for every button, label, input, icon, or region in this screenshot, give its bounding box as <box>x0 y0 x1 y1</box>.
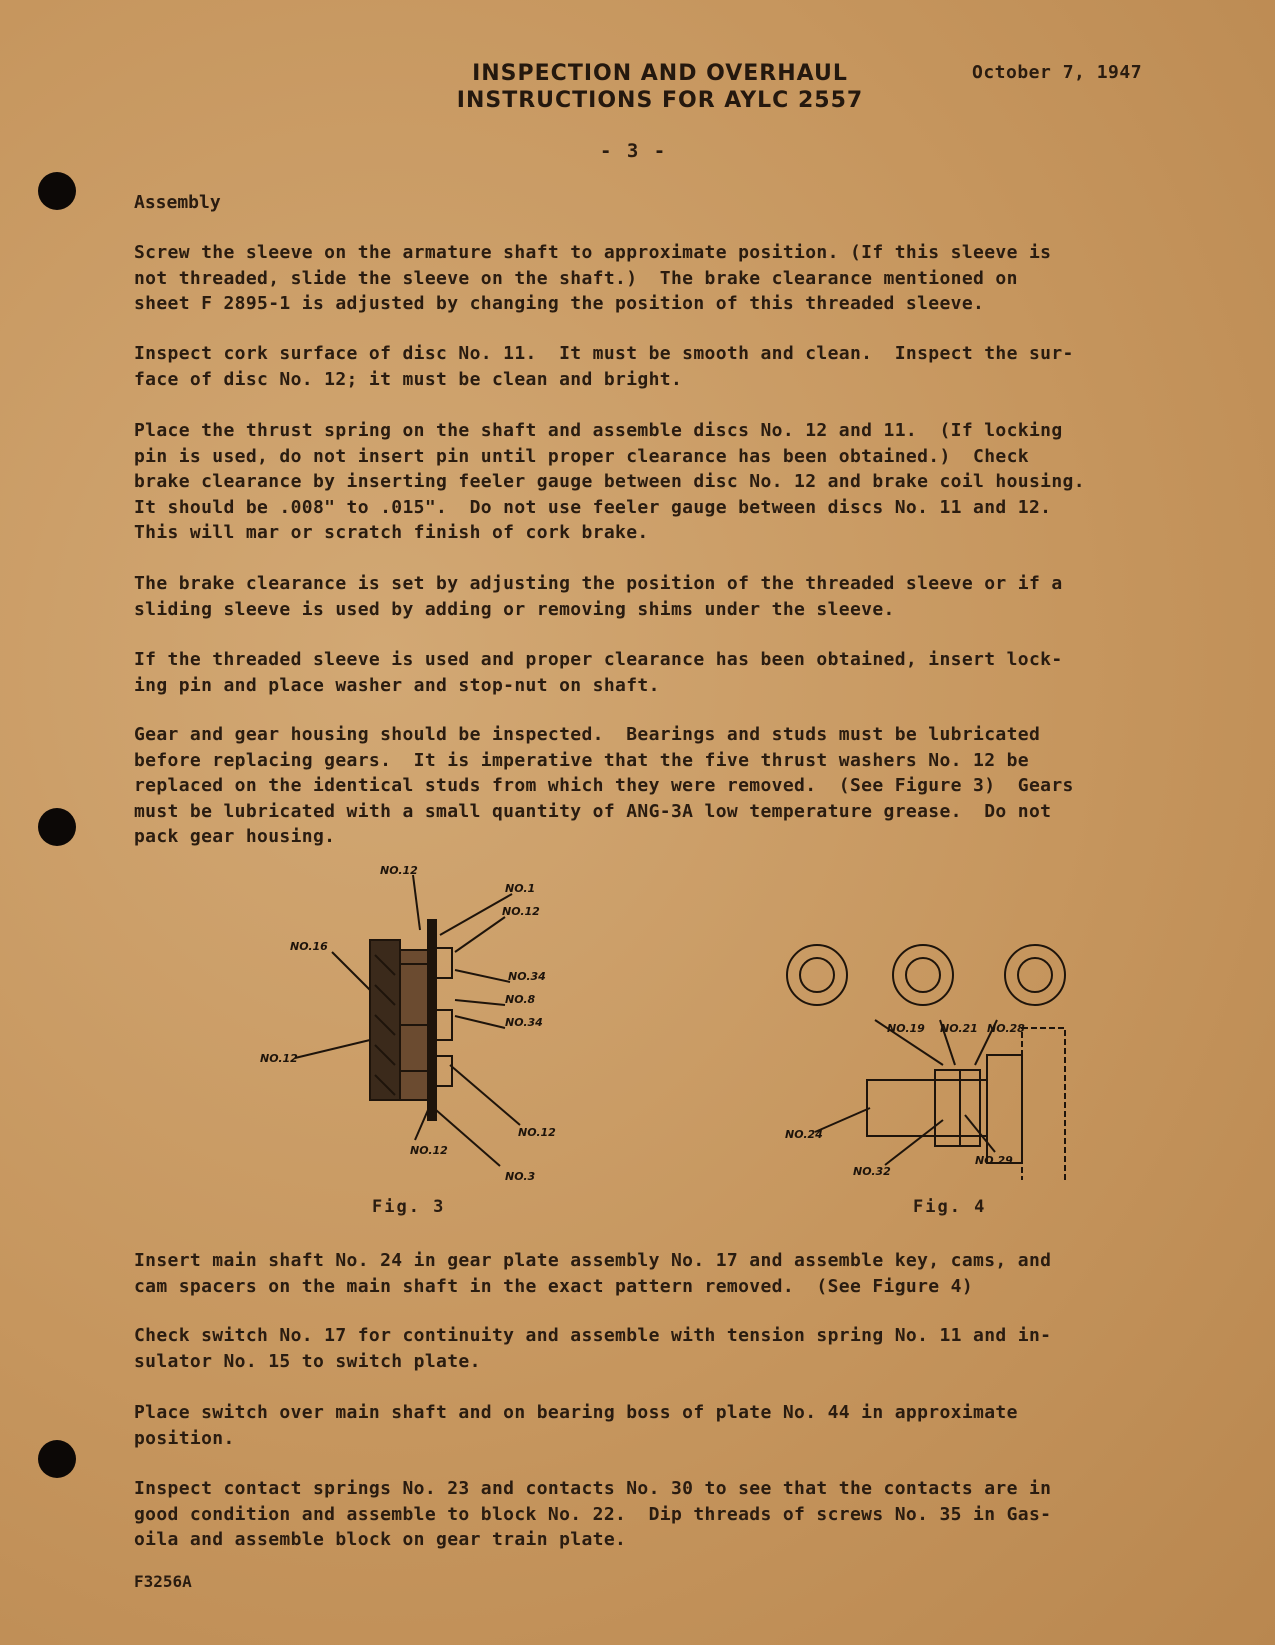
fig3-label: NO.12 <box>380 864 418 877</box>
text-line: not threaded, slide the sleeve on the shaft.) The brake clearance mentioned on <box>134 267 1018 289</box>
paragraph-thrust-spring <box>134 418 1194 546</box>
text-line: Insert main shaft No. 24 in gear plate assembly No. 17 and assemble key, cams, and <box>134 1250 1052 1271</box>
fig3-label: NO.3 <box>505 1170 536 1183</box>
text-line: oila and assemble block on gear train plate. <box>134 1529 627 1550</box>
text-line: face of disc No. 12; it must be clean and bright. <box>134 368 683 390</box>
figure-3-diagram <box>250 860 570 1190</box>
fig4-label: NO.29 <box>975 1154 1013 1167</box>
text-line: Place switch over main shaft and on bearing boss of plate No. 44 in approximate <box>134 1402 1018 1423</box>
text-line: good condition and assemble to block No. 22. Dip threads of screws No. 35 in Gas- <box>134 1503 1052 1525</box>
text-line: cam spacers on the main shaft in the exact pattern removed. (See Figure 4) <box>134 1275 974 1297</box>
text-line: Screw the sleeve on the armature shaft to approximate position. (If this sleeve is <box>134 242 1052 263</box>
fig3-label: NO.12 <box>518 1126 556 1139</box>
fig3-label: NO.12 <box>502 905 540 918</box>
fig3-label: NO.12 <box>260 1052 298 1065</box>
text-line: replaced on the identical studs from which they were removed. (See Figure 3) Gears <box>134 775 1074 796</box>
binder-hole-bottom <box>38 1440 76 1478</box>
section-heading: Assembly <box>134 192 221 213</box>
paragraph-contact-springs <box>134 1476 1194 1553</box>
fig3-label: NO.1 <box>505 882 536 895</box>
text-line: brake clearance by inserting feeler gauge between disc No. 12 and brake coil housing. <box>134 471 1085 492</box>
fig3-label: NO.12 <box>410 1144 448 1157</box>
text-line: If the threaded sleeve is used and proper clearance has been obtained, insert lock- <box>134 649 1063 670</box>
page-number: - 3 - <box>600 140 668 162</box>
text-line: ing pin and place washer and stop-nut on shaft. <box>134 674 660 696</box>
fig3-label: NO.8 <box>505 993 536 1006</box>
figure-4-diagram <box>775 920 1075 1180</box>
paragraph-threaded-sleeve <box>134 647 1194 698</box>
text-line: Place the thrust spring on the shaft and assemble discs No. 12 and 11. (If locking <box>134 420 1063 441</box>
text-line: This will mar or scratch finish of cork brake. <box>134 522 649 543</box>
fig4-label: NO.32 <box>853 1165 891 1178</box>
text-line: before replacing gears. It is imperative that the five thrust washers No. 12 be <box>134 749 1029 771</box>
text-line: Gear and gear housing should be inspected. Bearings and studs must be lubricated <box>134 724 1041 745</box>
paragraph-gear-housing <box>134 722 1194 850</box>
figure-3-caption: Fig. 3 <box>372 1197 446 1217</box>
fig4-label: NO.21 <box>940 1022 978 1035</box>
paragraph-main-shaft <box>134 1248 1194 1299</box>
text-line: The brake clearance is set by adjusting the position of the threaded sleeve or if a <box>134 573 1063 594</box>
text-line: pin is used, do not insert pin until proper clearance has been obtained.) Check <box>134 445 1029 467</box>
document-title <box>420 60 900 114</box>
fig3-label: NO.16 <box>290 940 328 953</box>
title-line-1: INSPECTION AND OVERHAUL <box>472 61 848 86</box>
fig4-label: NO.19 <box>887 1022 925 1035</box>
text-line: must be lubricated with a small quantity of ANG-3A low temperature grease. Do not <box>134 800 1052 822</box>
form-number: F3256A <box>134 1572 192 1591</box>
fig4-label: NO.28 <box>987 1022 1025 1035</box>
text-line: It should be .008" to .015". Do not use feeler gauge between discs No. 11 and 12. <box>134 496 1052 518</box>
fig3-label: NO.34 <box>505 1016 543 1029</box>
fig4-label: NO.24 <box>785 1128 823 1141</box>
figure-4-caption: Fig. 4 <box>913 1197 987 1217</box>
document-date: October 7, 1947 <box>972 62 1143 83</box>
text-line: Inspect cork surface of disc No. 11. It must be smooth and clean. Inspect the sur- <box>134 343 1074 364</box>
text-line: position. <box>134 1427 235 1449</box>
text-line: Inspect contact springs No. 23 and contacts No. 30 to see that the contacts are in <box>134 1478 1052 1499</box>
paragraph-check-switch <box>134 1323 1194 1374</box>
text-line: sulator No. 15 to switch plate. <box>134 1350 481 1372</box>
text-line: sliding sleeve is used by adding or removing shims under the sleeve. <box>134 598 895 620</box>
fig3-label: NO.34 <box>508 970 546 983</box>
paragraph-brake-clearance <box>134 571 1194 622</box>
paragraph-place-switch <box>134 1400 1194 1451</box>
text-line: Check switch No. 17 for continuity and assemble with tension spring No. 11 and in- <box>134 1325 1052 1346</box>
paragraph-cork-surface <box>134 341 1194 392</box>
text-line: pack gear housing. <box>134 826 336 847</box>
title-line-2: INSTRUCTIONS FOR AYLC 2557 <box>456 88 864 113</box>
binder-hole-top <box>38 172 76 210</box>
paragraph-sleeve <box>134 240 1194 317</box>
binder-hole-middle <box>38 808 76 846</box>
text-line: sheet F 2895-1 is adjusted by changing the position of this threaded sleeve. <box>134 293 985 314</box>
